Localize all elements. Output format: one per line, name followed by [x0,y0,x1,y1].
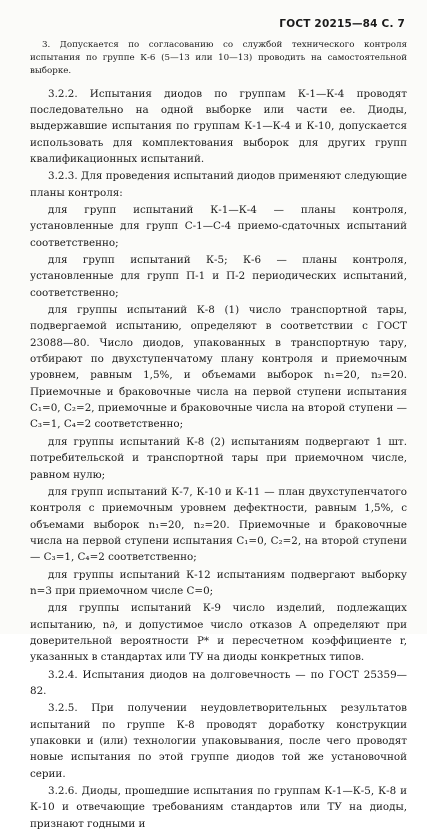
paragraph-3-2-2: 3.2.2. Испытания диодов по группам К-1—К-4 проводят последовательно на одной выборке или части ее. Диоды, выдержавшие испытания по группам К-1—К-4 и К-10, допускается использовать для комплектования выборок для других групп квалификационных испытаний. [30,87,407,165]
paragraph-plan-k8-2: для группы испытаний К-8 (2) испытаниям подвергают 1 шт. потребительской и транспортной тары при приемочном числе, равном нулю; [30,435,407,481]
paragraph-plan-k1-k4: для групп испытаний К-1—К-4 — планы контроля, установленные для групп С-1—С-4 приемо-сдаточных испытаний соответственно; [30,204,407,249]
paragraph-3-2-6: 3.2.6. Диоды, прошедшие испытания по группам К-1—К-5, К-8 и К-10 и отвечающие требованиям стандартов или ТУ на диоды, признают годными и [30,785,407,830]
paragraph-plan-k5-k6: для групп испытаний К-5; К-6 — планы контроля, установленные для групп П-1 и П-2 периодических испытаний, соответственно; [30,254,407,299]
page-body [30,39,407,832]
paragraph-3-2-5: 3.2.5. При получении неудовлетворительных результатов испытаний по группе К-8 проводят доработку конструкции упаковки и (или) технологии упаковывания, после чего проводят новые испытания по этой группе диодов той же установочной серии. [30,702,407,780]
footnote-note: 3. Допускается по согласованию со службой технического контроля испытания по группе К-6 (5—13 или 10—13) проводить на самостоятельной выборке. [30,40,407,77]
paragraph-3-2-3: 3.2.3. Для проведения испытаний диодов применяют следующие планы контроля: [30,170,407,199]
page-header: ГОСТ 20215—84 С. 7 [279,18,405,30]
paragraph-3-2-4: 3.2.4. Испытания диодов на долговечность — по ГОСТ 25359—82. [30,668,407,697]
paragraph-plan-k7-k10-k11: для групп испытаний К-7, К-10 и К-11 — план двухступенчатого контроля с приемочным уровнем дефектности, равным 1,5%, с объемами выборок n₁=20, n₂=20. Приемочные и браковочные числа на первой ступени испытания C₁=0, C₂=2, на второй ступени — C₃=1, C₄=2 соответственно; [30,485,407,564]
paragraph-plan-k9: для группы испытаний К-9 число изделий, подлежащих испытанию, n∂, и допустимое число отказов A определяют при доверительной вероятности P* и пересчетном коэффициенте r, указанных в стандартах или ТУ на диоды конкретных типов. [30,602,407,664]
paragraph-plan-k12: для группы испытаний К-12 испытаниям подвергают выборку n=3 при приемочном числе C=0; [30,568,407,597]
paragraph-plan-k8-1: для группы испытаний К-8 (1) число транспортной тары, подвергаемой испытанию, определяют в соответствии с ГОСТ 23088—80. Число диодов, упакованных в транспортную тару, отбирают по двухступенчатому плану контроля и приемочным уровнем, равным 1,5%, и объемами выборок n₁=20, n₂=20. Приемочные и браковочные числа на первой ступени испытания C₁=0, C₂=2, приемочные и браковочные числа на второй ступени — C₃=1, C₄=2 соответственно; [30,304,407,431]
